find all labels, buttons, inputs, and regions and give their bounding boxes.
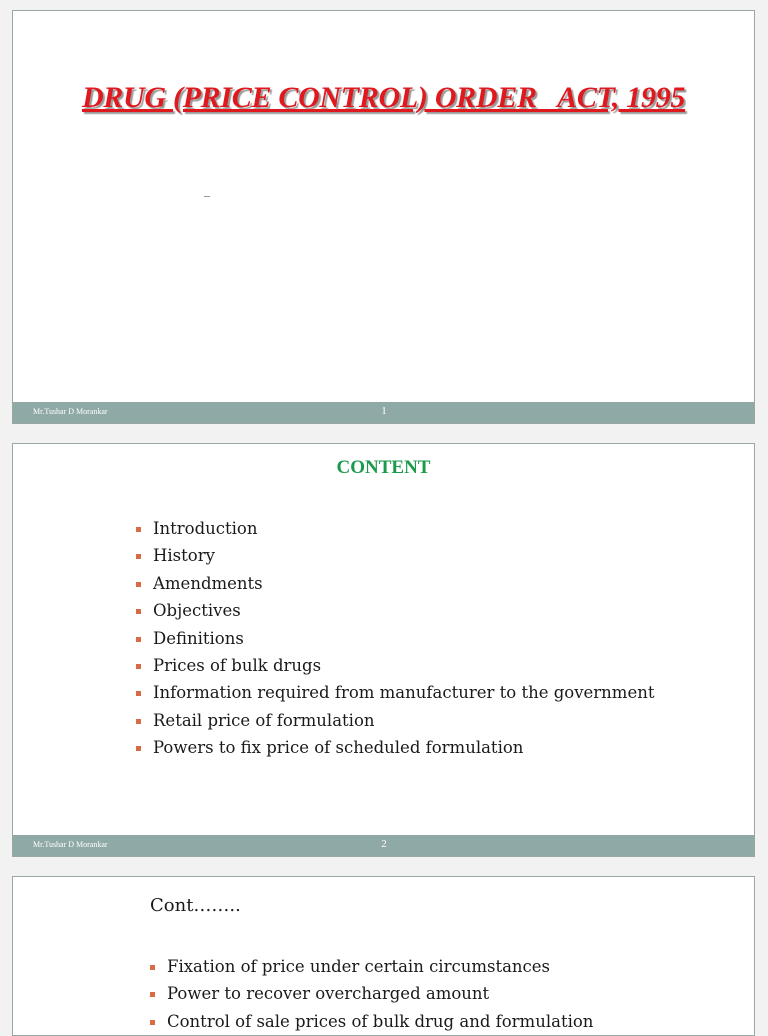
- footer-author: Mr.Tushar D Morankar: [33, 840, 108, 849]
- square-bullet-icon: [136, 746, 141, 751]
- stray-dash: [204, 196, 210, 197]
- list-item-text: Power to recover overcharged amount: [167, 984, 490, 1004]
- square-bullet-icon: [150, 992, 155, 997]
- list-item-text: Introduction: [153, 519, 258, 538]
- list-item-text: Information required from manufacturer to the government: [153, 683, 655, 703]
- list-item: [136, 654, 654, 681]
- square-bullet-icon: [136, 527, 141, 532]
- list-item-text: Amendments: [153, 573, 263, 593]
- list-item-text: History: [153, 546, 215, 566]
- slide-3: [12, 876, 755, 1036]
- content-list: [136, 517, 654, 764]
- square-bullet-icon: [136, 719, 141, 724]
- list-item: [136, 599, 654, 626]
- list-item-text: Fixation of price under certain circumstances: [167, 957, 551, 976]
- page-number: 2: [381, 838, 387, 850]
- list-item-text: Powers to fix price of scheduled formulation: [153, 738, 524, 758]
- list-item: [136, 736, 654, 763]
- list-item: [136, 572, 654, 599]
- list-item: [136, 709, 654, 736]
- list-item-text: Retail price of formulation: [153, 710, 375, 730]
- square-bullet-icon: [136, 637, 141, 642]
- square-bullet-icon: [136, 609, 141, 614]
- square-bullet-icon: [136, 582, 141, 587]
- square-bullet-icon: [136, 554, 141, 559]
- square-bullet-icon: [150, 1020, 155, 1025]
- list-item: [150, 955, 593, 982]
- slide-footer: [13, 402, 754, 423]
- list-item: [136, 627, 654, 654]
- list-item-text: Prices of bulk drugs: [153, 655, 322, 675]
- page-number: 1: [381, 405, 387, 417]
- footer-author: Mr.Tushar D Morankar: [33, 407, 108, 416]
- list-item-text: Control of sale prices of bulk drug and formulation: [167, 1011, 594, 1031]
- list-item: [136, 681, 654, 708]
- slide-footer: [13, 835, 754, 856]
- slide-title: CONTENT: [336, 457, 431, 478]
- square-bullet-icon: [136, 691, 141, 696]
- slide-1: [12, 10, 755, 424]
- square-bullet-icon: [136, 664, 141, 669]
- slide-title: Cont……..: [150, 895, 241, 916]
- list-item-text: Definitions: [153, 628, 244, 648]
- list-item: [136, 544, 654, 571]
- square-bullet-icon: [150, 965, 155, 970]
- list-item: [136, 517, 654, 544]
- list-item-text: Objectives: [153, 601, 241, 621]
- slide-title: DRUG (PRICE CONTROL) ORDER ACT, 1995: [81, 81, 686, 114]
- list-item: [150, 982, 593, 1009]
- list-item: [150, 1010, 593, 1036]
- slide-2: [12, 443, 755, 857]
